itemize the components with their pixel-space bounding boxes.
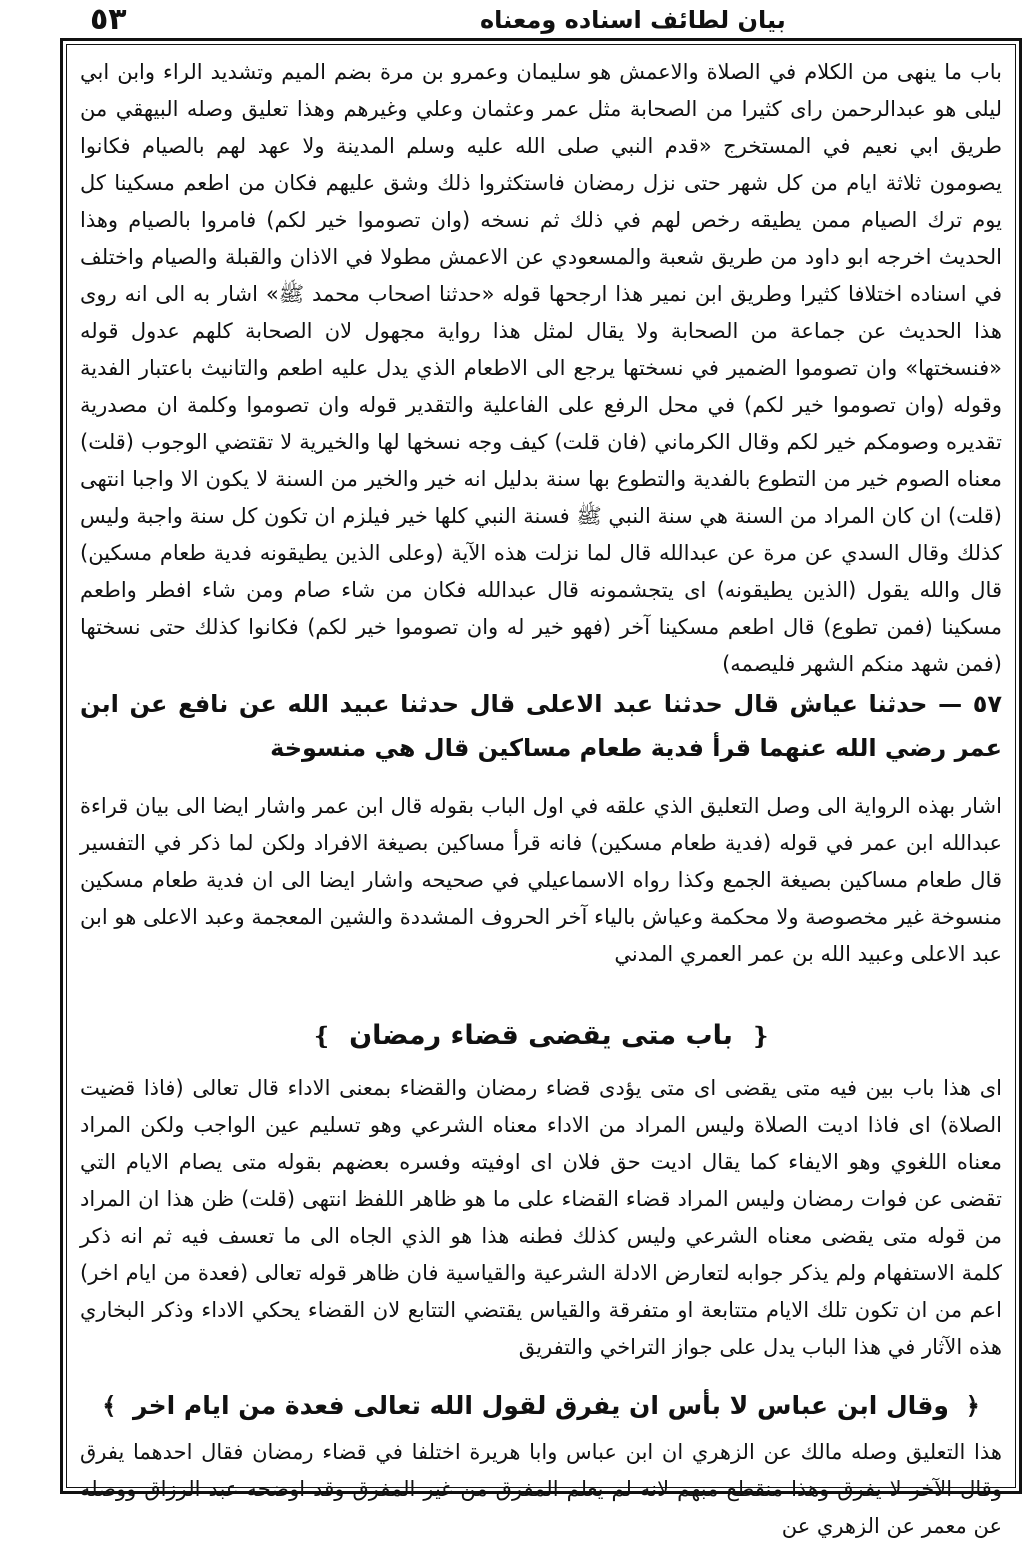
page-number: ٥٣: [90, 2, 127, 37]
running-title: بيان لطائف اسناده ومعناه: [480, 6, 786, 34]
commentary-paragraph-1: باب ما ينهى من الكلام في الصلاة والاعمش هو سليمان وعمرو بن مرة بضم الميم وتشديد الراء وابن ابي ليلى هو عبدالرحمن راى كثيرا من الصحابة مثل عمر وعثمان وعلي وغيرهم وهذا تعليق وصله البيهقي من طريق ابي نعيم في المستخرج «قدم النبي صلى الله عليه وسلم المدينة ولا عهد لهم بالصيام فكانوا يصومون ثلاثة ايام من كل شهر حتى نزل رمضان فاستكثروا ذلك وشق عليهم فكان من اطعم مسكينا كل يوم ترك الصيام ممن يطيقه رخص لهم في ذلك ثم نسخه (وان تصوموا خير لكم) فامروا بالصيام وهذا الحديث اخرجه ابو داود من طريق شعبة والمسعودي عن الاعمش مطولا في الاذان والقبلة والصيام واختلف في اسناده اختلافا كثيرا وطريق ابن نمير هذا ارجحها قوله «حدثنا اصحاب محمد ﷺ» اشار به الى انه روى هذا الحديث عن جماعة من الصحابة ولا يقال لمثل هذا رواية مجهول لان الصحابة كلهم عدول قوله «فنسختها» وان تصوموا الضمير في نسختها يرجع الى الاطعام الذي يدل عليه اطعم والتانيث باعتبار الفدية وقوله (وان تصوموا خير لكم) في محل الرفع على الفاعلية والتقدير قوله وان تصوموا وكلمة ان مصدرية تقديره وصومكم خير لكم وقال الكرماني (فان قلت) كيف وجه نسخها لها والخيرية لا تقتضي الوجوب (قلت) معناه الصوم خير من التطوع بالفدية والتطوع بها سنة بدليل انه خير والخير من السنة لا يكون الا واجبا انتهى (قلت) ان كان المراد من السنة هي سنة النبي ﷺ فسنة النبي كلها خير فيلزم ان تكون كل سنة واجبة وليس كذلك وقال السدي عن مرة عن عبدالله قال لما نزلت هذه الآية (وعلى الذين يطيقونه فدية طعام مسكين) قال والله يقول (الذين يطيقونه) اى يتجشمونه قال عبدالله فكان من شاء صام ومن شاء افطر واطعم مسكينا (فمن تطوع) قال اطعم مسكينا آخر (فهو خير له وان تصوموا خير لكم) فكانوا كذلك حتى نسختها (فمن شهد منكم الشهر فليصمه): [80, 60, 1002, 676]
chapter-heading: [80, 1014, 1002, 1058]
bracket-close-icon: ﴾: [102, 1392, 117, 1420]
commentary-paragraph-2: اشار بهذه الرواية الى وصل التعليق الذي علقه في اول الباب بقوله قال ابن عمر واشار ايضا الى بيان قراءة عبدالله ابن عمر في قوله (فدية طعام مسكين) فانه قرأ مساكين بصيغة الافراد ولكن لما ذكر في التفسير قال طعام مساكين بصيغة الجمع وكذا رواه الاسماعيلي في صحيحه واشار ايضا الى ان فدية طعام مسكين منسوخة غير مخصوصة ولا محكمة وعياش بالياء آخر الحروف المشددة والشين المعجمة وعبد الاعلى هو ابن عبد الاعلى وعبيد الله بن عمر العمري المدني: [80, 794, 1002, 966]
chapter-title: باب متى يقضى قضاء رمضان: [349, 1020, 733, 1051]
ornament-right-icon: ❴: [750, 1022, 771, 1050]
hadith-57: ٥٧ — حدثنا عياش قال حدثنا عبد الاعلى قال حدثنا عبيد الله عن نافع عن ابن عمر رضي الله عنهما قرأ فدية طعام مساكين قال هي منسوخة: [80, 690, 1002, 762]
page-content: [80, 54, 1002, 1554]
ornament-left-icon: ❵: [311, 1022, 332, 1050]
bracket-open-icon: ﴿: [965, 1392, 980, 1420]
commentary-paragraph-3: اى هذا باب بين فيه متى يقضى اى متى يؤدى قضاء رمضان والقضاء بمعنى الاداء قال تعالى (فاذا قضيت الصلاة) اى فاذا اديت الصلاة وليس المراد من الاداء معناه الشرعي وهو تسليم عين الواجب ولكن المراد معناه اللغوي وهو الايفاء كما يقال اديت حق فلان اى اوفيته وفسره بعضهم بقوله متى يصام الايام التي تقضى عن فوات رمضان وليس المراد قضاء القضاء على ما هو ظاهر اللفظ انتهى (قلت) ظن هذا ان المراد من قوله متى يقضى معناه الشرعي وليس كذلك فطنه هذا هو الذي الجاه الى ما تعسف فيه ثم انه ذكر كلمة الاستفهام ولم يذكر جوابه لتعارض الادلة الشرعية والقياسية فان ظاهر قوله تعالى (فعدة من ايام اخر) اعم من ان تكون تلك الايام متتابعة او متفرقة والقياس يقتضي التتابع لان القضاء يحكي الاداء وذكر البخاري هذه الآثار في هذا الباب يدل على جواز التراخي والتفريق: [80, 1076, 1002, 1359]
page-header: [60, 2, 1020, 38]
ibn-abbas-text: وقال ابن عباس لا بأس ان يفرق لقول الله تعالى فعدة من ايام اخر: [133, 1391, 949, 1420]
commentary-paragraph-4: هذا التعليق وصله مالك عن الزهري ان ابن عباس وابا هريرة اختلفا في قضاء رمضان فقال احدهما يفرق وقال الآخر لا يفرق وهذا منقطع مبهم لانه لم يعلم المفرق من غير المفرق وقد اوضحه عبد الرزاق ووصله عن معمر عن الزهري عن: [80, 1440, 1002, 1538]
ibn-abbas-statement: [80, 1384, 1002, 1428]
